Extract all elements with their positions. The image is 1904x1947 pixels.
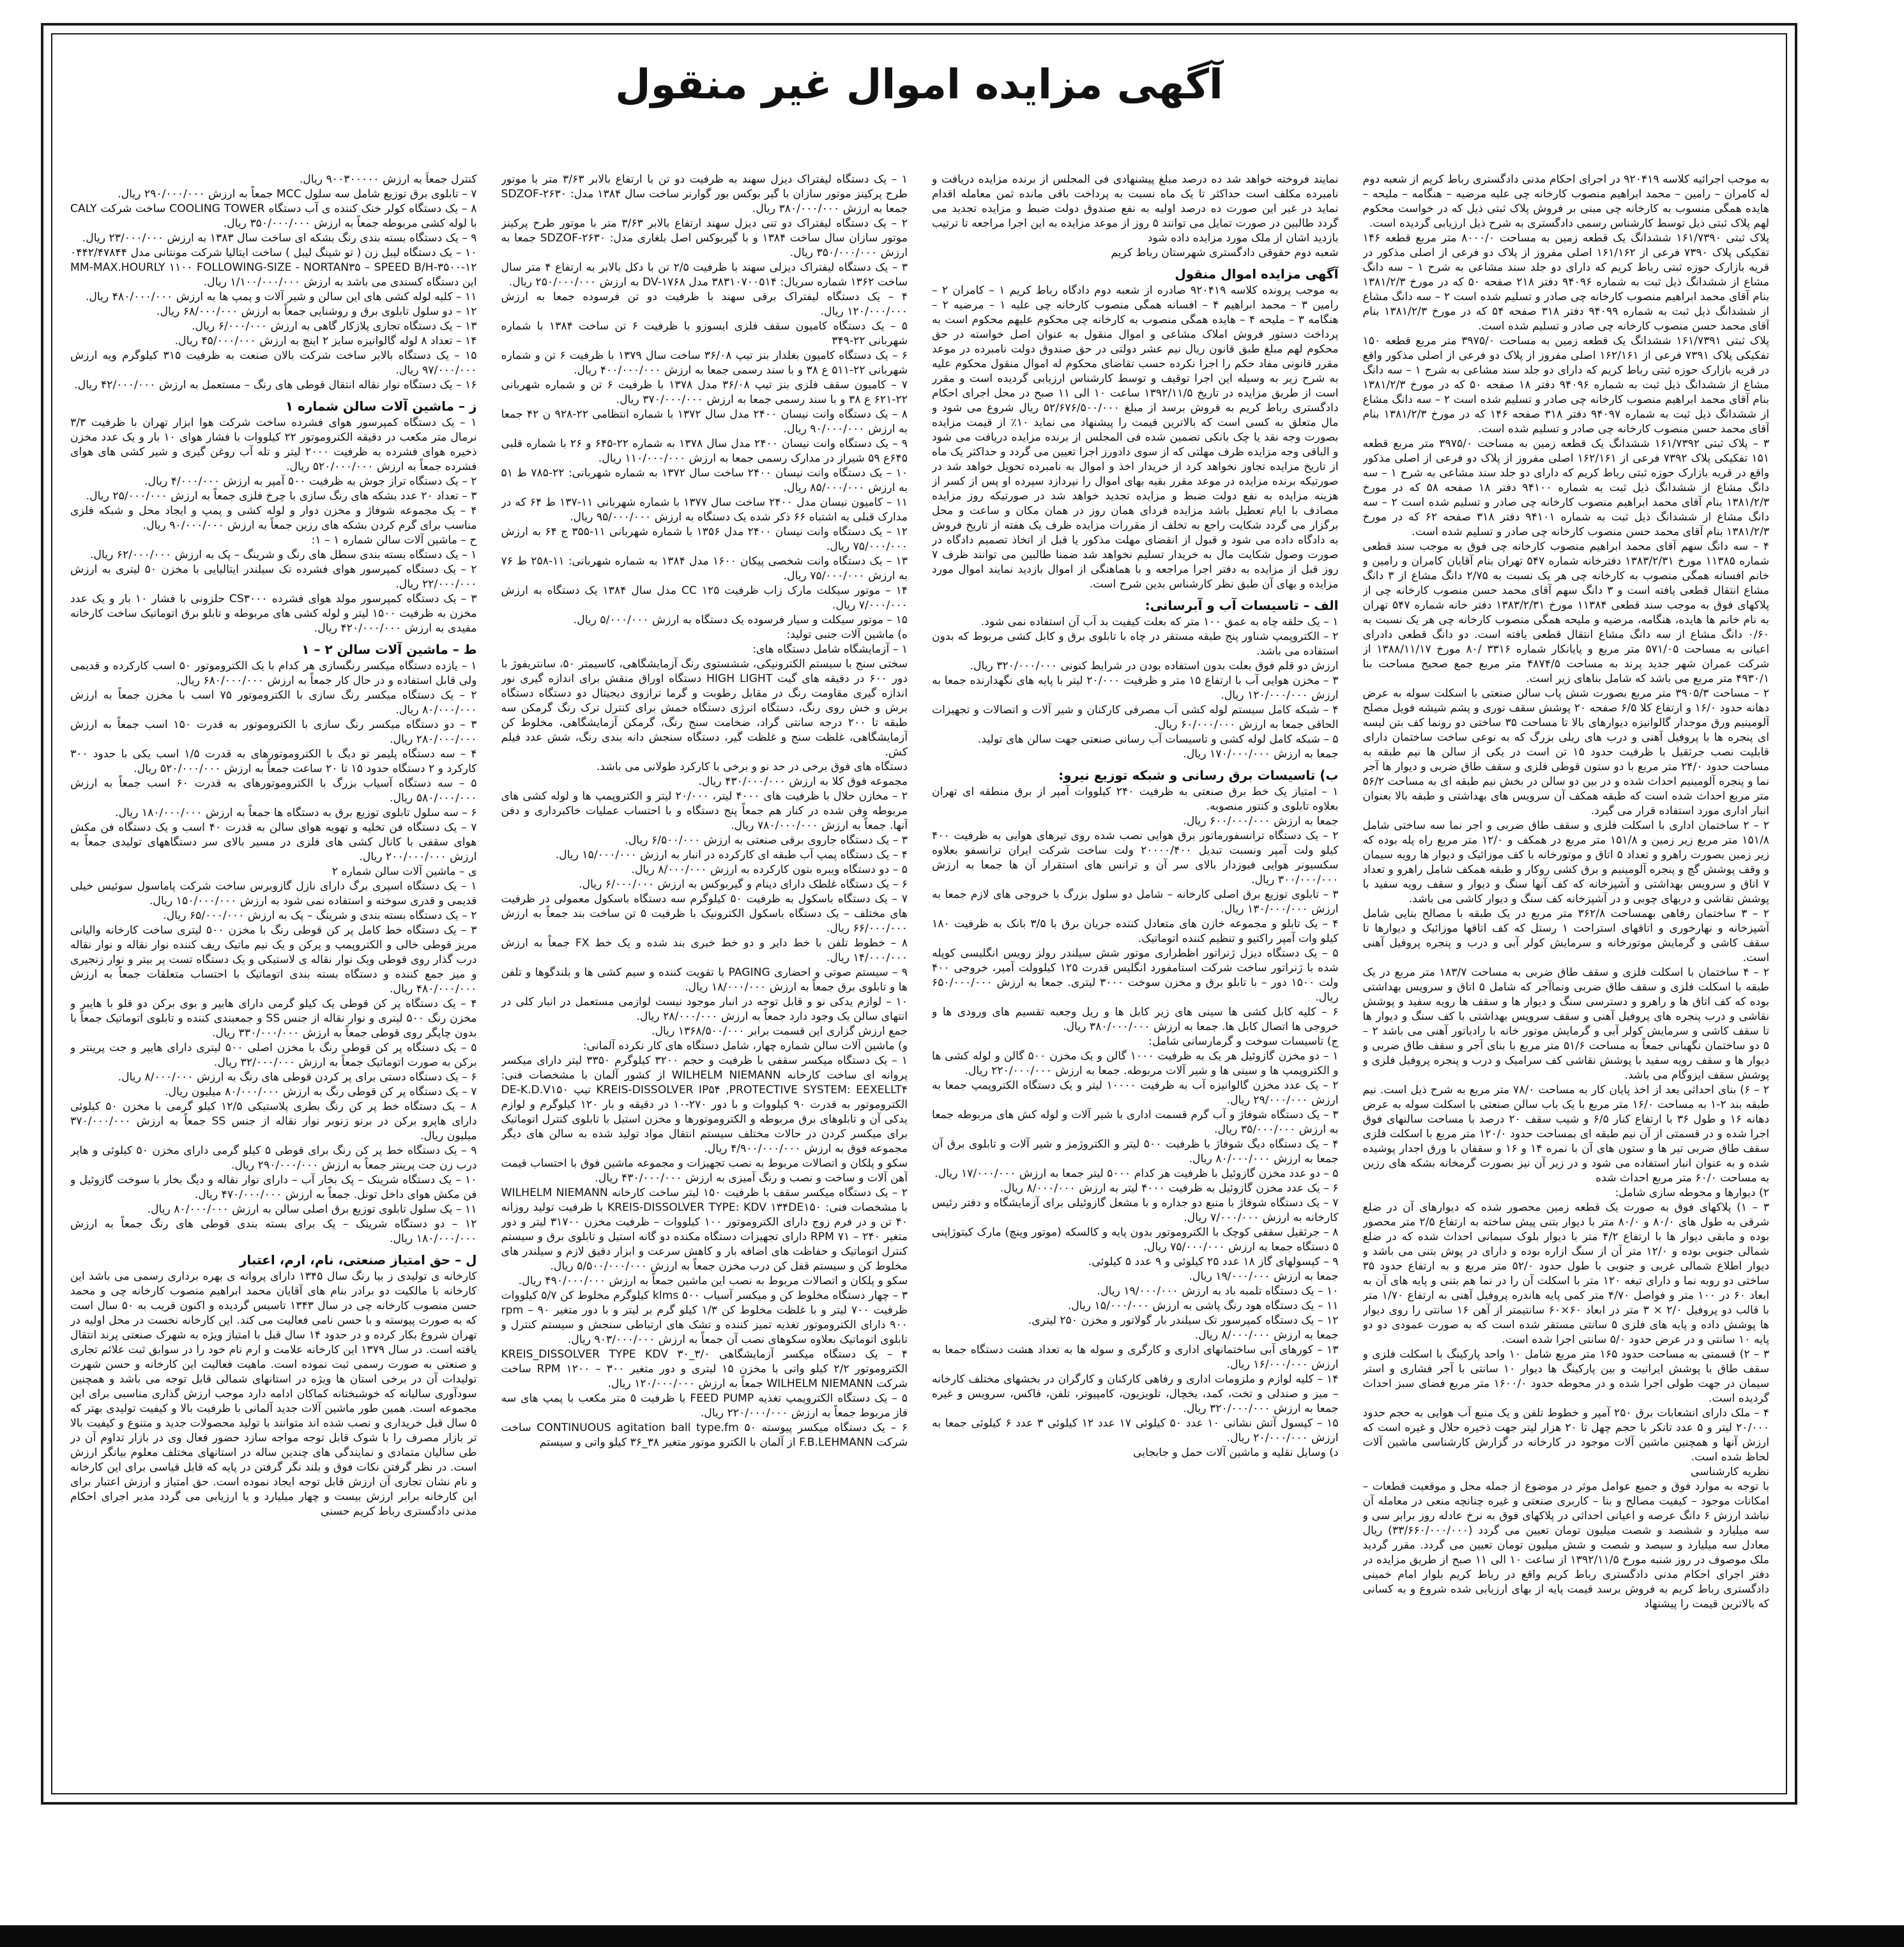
paragraph: پلاک ثبتی ۱۶۱/۷۳۹۰ ششدانگ یک قطعه زمین به مساحت ۸۰۰۰/۰ متر مربع قطعه ۱۴۶ تفکیکی پلاک ۷۳۹۰ فرعی از ۱۶۱/۱۶۲ اصلی مفروز از پلاک دو فرعی از اصلی مذکور در قریه بازارک حوزه ثبتی رباط کریم که دارای دو جلد سند مشاعی به شرح ۱ – سه دانگ مشاع از ششدانگ ذیل ثبت به شماره ۹۴۰۹۶ دفتر ۲۱۸ صفحه ۵۰ که در مورخ ۱۳۸۱/۲/۳ بنام آقای محمد ابراهیم منصوب کارخانه چی صادر و تسلیم شده است ۲ – سه دانگ مشاع از ششدانگ ذیل ثبت به شماره ۹۴۰۹۹ دفتر ۳۱۸ صفحه ۵۴ که در مورخ ۱۳۸۱/۲/۳ بنام آقای محمد حسن منصوب کارخانه چی صادر و تسلیم شده است. xyxy=(1362,232,1769,333)
paragraph: ۹ – یک دستگاه وانت نیسان ۲۴۰۰ مدل سال ۱۳۷۸ به شماره ۲۲-۶۴۵ و ۲۶ با شماره قلبی ۶۴۵ع ۵۹ شیراز در مدارک رسمی جمعا به ارزش ۱۱۰/۰۰۰/۰۰۰ ریال. xyxy=(501,437,908,465)
column-1 xyxy=(1363,172,1770,1782)
paragraph: ۳ – پلاک ثبتی ۱۶۱/۷۳۹۲ ششدانگ یک قطعه زمین به مساحت ۳۹۷۵/۰ متر مربع قطعه ۱۵۱ تفکیکی پلاک ۷۳۹۲ فرعی از ۱۶۲/۱۶۱ اصلی مفروز از پلاک دو فرعی از اصلی مذکور واقع در قریه بازارک حوزه ثبتی رباط کریم که دارای دو جلد سند مشاعی به شرح ۱ – سه دانگ مشاع از ششدانگ ذیل ثبت به شماره ۹۴۱۰۰ دفتر ۱۸ صفحه ۵۸ که در مورخ ۱۳۸۱/۲/۳ بنام آقای محمد ابراهیم منصوب کارخانه چی صادر و تسلیم شده است ۲ – سه دانگ مشاع از ششدانگ ذیل ثبت به شماره ۹۴۱۰۱ دفتر ۳۱۸ صفحه ۶۲ که در مورخ ۱۳۸۱/۲/۳ بنام آقای محمد حسن منصوب کارخانه چی صادر و تسلیم شده است. xyxy=(1362,437,1769,538)
page-title: آگهی مزایده اموال غیر منقول xyxy=(615,61,1223,109)
paragraph: ۴ – یک تابلو و مجموعه خازن های متعادل کننده جریان برق با ۳/۵ بانک به ظرفیت ۱۸۰ کیلو وات آمپر راکتیو و تنظیم کننده اتوماتیک. xyxy=(932,918,1339,945)
paragraph: ۶ – یک عدد مخزن گازوئیل به ظرفیت ۴۰۰۰ لیتر به ارزش ۸/۰۰۰/۰۰۰ ریال. xyxy=(1000,1182,1339,1195)
paragraph: ۱۰ – یک دستگاه شرینک – پک بخار آب – دارای نوار نقاله و دیگ بخار با سوخت گازوئیل و فن مکش هوای داخل تونل. جمعاً به ارزش ۴۷۰/۰۰۰/۰۰۰ ریال. xyxy=(70,1174,477,1201)
paragraph: ۴ – یک دستگاه پر کن قوطی یک کیلو گرمی دارای هایپر و بوی برکن دو قلو با هایبر و مخزن رنگ ۵۰۰ لیتری و نوار نقاله از جنس SS و جمعبندی کننده و تابلوی اتوماتیک جمعاً با بدون چاپگر روی قوطی جمعاً به ارزش ۳۳۰/۰۰۰/۰۰۰ ریال. xyxy=(70,997,477,1040)
paragraph: ۳ – یک دستگاه جاروی برقی صنعتی به ارزش ۶/۵۰۰/۰۰۰ ریال. xyxy=(625,834,908,847)
paragraph: ۷ – یک دستگاه پر کن قوطی رنگ به ارزش ۸۰/۰۰۰/۰۰۰ میلیون ریال. xyxy=(165,1086,477,1098)
paragraph: ۲ – یک عدد مخزن گالوانیزه آب به ظرفیت ۱۰۰۰۰ لیتر و یک دستگاه الکتروپمپ جمعا به ارزش ۲۹/۰۰۰/۰۰۰ ریال. xyxy=(932,1079,1339,1107)
paragraph: ۱۲ – دو دستگاه شرینک – پک برای بسته بندی قوطی های رنگ جمعاً به ارزش ۱۸۰/۰۰۰/۰۰۰ ریال. xyxy=(70,1218,477,1245)
paragraph: ۸ – خطوط تلفن با خط دایر و دو خط خبری بند شده و یک خط FX جمعاً به ارزش ۱۴/۰۰۰/۰۰۰ ریال. xyxy=(501,937,908,964)
paragraph: ۵ – یک دستگاه کامیون سقف فلزی ایسوزو با ظرفیت ۶ تن ساخت ۱۳۸۴ با شماره شهربانی ۲۲-۳۴۹ xyxy=(501,320,908,347)
paragraph: ۱۲ – یک دستگاه کمپرسور تک سیلندر بار گولاتور و مخزن ۲۵۰ لیتری. xyxy=(1028,1314,1339,1327)
paragraph: ۷ – یک دستگاه باسکول به ظرفیت ۵۰ کیلوگرم سه دستگاه باسکول معمولی در ظرفیت های مختلف – یک دستگاه باسکول الکترونیک با ظرفیت ۵ تن ساخت بند جمعاً به ارزش ۶۶/۰۰۰/۰۰۰ ریال. xyxy=(501,893,908,935)
column-3 xyxy=(501,172,908,1782)
paragraph: ۱ – امتیاز یک خط برق صنعتی به ظرفیت ۲۴۰ کیلووات آمپر از برق منطقه ای تهران بعلاوه تابلوی و کنتور منصوبه. xyxy=(932,785,1339,813)
paragraph: ۸ – یک دستگاه خط پر کن رنگ بطری پلاستیکی ۱۲/۵ کیلو گرمی با مخزن ۵۰ کیلوئی دارای هاپرو برکن در برنو زنوبر نوار نقاله از جنس SS جمعاً به ارزش ۳۷۰/۰۰۰/۰۰۰ میلیون ریال. xyxy=(70,1100,477,1142)
paragraph: ۸ – یک دستگاه وانت نیسان ۲۴۰۰ مدل سال ۱۳۷۲ با شماره انتظامی ۲۲-۹۲۸ ن ۴۲ جمعا به ارزش ۹۰/۰۰۰/۰۰۰ ریال. xyxy=(501,408,908,436)
section-heading: آگهی مزایده اموال منقول xyxy=(1175,266,1339,282)
paragraph: سکو و پلکان و اتصالات مربوط به نصب تجهیزات و مجموعه ماشین فوق با احتساب قیمت آهن آلات و ساخت و نصب و رنگ آمیزی به ارزش ۴۳۰/۰۰۰/۰۰۰ ریال. xyxy=(501,1157,908,1185)
paragraph: ۴ – ملک دارای انشعابات برق ۲۵۰ آمپر و خطوط تلفن و یک منبع آب هوایی به حجم حدود ۲۰/۰۰۰ لیتر و ۵ عدد تانکر با حجم چهل تا ۲۰ هزار لیتر جهت ذخیره حلال و غیره است که ارزش آنها و همچنین ماشین آلات موجود در کارخانه در گزارش کارشناسی ماشین آلات لحاظ شده است. xyxy=(1362,1407,1769,1464)
paragraph: ۲ – یک دستگاه میکسر رنگ سازی با الکتروموتور ۷۵ اسب با مخزن جمعاً به ارزش ۸۰/۰۰۰/۰۰۰ ریال. xyxy=(70,689,477,716)
paragraph: ۳ – ۱) پلاکهای فوق به صورت یک قطعه زمین محصور شده که دیوارهای آن در ضلع شرقی به طول های ۸۰/۰ و ۸۰/۰ متر با دیوار بتنی پیش ساخته به ارتفاع ۲/۵ متر محصور بوده و مابقی دیوار ها با ارتفاع ۴/۲ متر با دیوار بلوک سیمانی احداث شده که در ضلع شمالی جنوبی بوده و ۱۲/۰ متر آن از سنگ ازاره بوده و دارای در پوش بتنی می باشد و دیوار اطلاع شمالی غربی و جنوبی با طول حدود ۵۲/۰ متر مربع و به ارتفاع حدود ۳۵ ساختی دو روبه نما و دارای تیغه ۱۲۰ متر با اسکلت آن را در نما هم بتنی و پایه های آن به ابعاد ۶۰ در ۱۰۰ متر و فواصل ۴/۷۰ متر کمی پایه هاندره پروفیل آهنی به ارتفاع ۱/۷۰ متر با قالب دو پروفیل ۲/۰ × ۳ متر در ابعاد ۶۰×۶۰ سانتیمتر از آهن ۱۶ سانتی را روی دیوار ها پوشش داده و پایه های فلزی ۵ سانتی مستقر شده است که به صورت عمودی دو دو پایه ۱۰ سانتی و در عرض حدود ۵/۰ سانتی اجرا شده است. xyxy=(1362,1201,1769,1346)
paragraph: ۱۱ – یک دستگاه هود رنگ پاشی به ارزش ۱۵/۰۰۰/۰۰۰ ریال. xyxy=(1067,1299,1339,1312)
paragraph: ۱۰ – یک دستگاه لیبل زن ( تو شینگ لیبل ) ساخت ایتالیا شرکت مونتانی مدل ۰۴۴۲/۴۷۸۴۴ ۱۲-MM-MAX.HOURLY ۱۱۰۰ FOLLOWING-SIZE - NORTAN۳۵ – SPEED B/H-۳۵۰۰ این دستگاه کسندی می باشد به ارزش ۱/۱۰۰/۰۰۰/۰۰۰ ریال. xyxy=(70,246,477,289)
paragraph: د) وسایل نقلیه و ماشین آلات حمل و جابجایی xyxy=(1132,1446,1339,1459)
paragraph: ۵ – یک دستگاه دیزل ژنراتور اظطراری موتور شش سیلندر رولز رویس انگلیسی کوپله شده با ژنراتور ساخت شرکت استامفورد انگلیس قدرت ۱۲۵ کیلوولت آمپر، خروجی ۴۰۰ ولت ۱۵۰۰ دور – با تابلو برق و مخزن سوخت ۳۰۰۰ لیتری. جمعا به ارزش ۶۵۰/۰۰۰/۰۰۰ ریال. xyxy=(932,947,1339,1004)
paragraph: ۲ – مساحت ۳۹۰۵/۳ متر مربع بصورت شش پاب سالن صنعتی با اسکلت سوله به عرض دهانه حدود ۱۶/۰ و ارتفاع کلا ۶/۵ صفحه ۲۰ پوشش سقف نوری و پشم شیشه فویل مصلح آلومینیم ورق موجدار گالوانیزه دیوارهای بالا تا مساحت ۳۵ ساختی دو رونما کف بتن لیسه ای پنجره ها با پروفیل آهنی و درب های ریلی بزرگ که به نوعی ساخت ساختمان دارای قابلیت نصب جرثقیل با ظرفیت حدود ۱۵ تن است در یکی از سالن ها نیم طبقه به مساحت حدود ۲۴/۰ متر مربع با دو ستون قوطی فلزی و سقف طاق ضربی و دیوار ها آجر نما و پنجره آلومینیم احداث شده و در بین دو سالن در بخش نیم طبقه ای به مساحت ۵۶/۲ متر مربع احداث شده است که طبقه همکف آن سرویس های بهداشتی و طبقه بالا بعنوان انبار اداری مورد استفاده قرار می گیرد. xyxy=(1362,687,1769,817)
paragraph: ۱۵ – یک دستگاه بالابر ساخت شرکت بالان صنعت به ظرفیت ۳۱۵ کیلوگرم ویه ارزش ۹۷/۰۰۰/۰۰۰ ریال. xyxy=(70,349,477,377)
paragraph: ۷ – یک دستگاه فن تخلیه و تهویه هوای سالن به قدرت ۴۰ اسب و یک دستگاه فن مکش هوای سقفی با کانال کشی های فلزی در مسیر بالای سر دستگاههای تولیدی جمعاً به ارزش ۲۰۰/۰۰۰/۰۰۰ ریال. xyxy=(70,821,477,863)
paragraph: ۲ – مخازن حلال با ظرفیت های ۴۰۰۰ لیتر، ۲۰/۰۰۰ لیتر و الکتروپمپ ها و لوله کشی های مربوطه وفن شده در کنار هم جمعاً پنج دستگاه و با احتساب عملیات خاکبرداری و دفن آنها. جمعاً به ارزش ۷۸۰/۰۰۰/۰۰۰ ریال. xyxy=(501,790,908,832)
paragraph: ۲ – ۶) بنای احداثی بعد از اخذ پایان کار به مساحت ۷۸/۰ متر مربع به شرح ذیل است. نیم طبقه بند ۲-۱ به مساحت ۱۶/۰ متر مربع با یک باب سالن صنعتی با اسکلت سوله به عرض دهانه ۱۶ و طول ۳۶ با ارتفاع کنار ۶/۵ و شیب سقف ۲۰ درصد با مساحت سالنهای فوق اجرا شده و در قسمتی از آن نیم طبقه ای بمساحت حدود ۱۲۰/۰ متر مربع با اسکلت فلزی سقف طاق ضربی تیر ها و ستون های آن با نمره ۱۴ و ۱۶ و سقفان با ورق اجدار پوشیده شده و به عنوان انبار استفاده می شود و در زیر آن نیز بصورت گرمخانه بشکه های رزین به مساحت ۶۰/۰ متر مربع احداث شده xyxy=(1362,1084,1769,1185)
paragraph: ۱ – یازده دستگاه میکسر رنگسازی هر کدام با یک الکتروموتور ۵۰ اسب کارکرده و قدیمی ولی قابل استفاده و در حال کار جمعاً به ارزش ۶۸۰/۰۰۰/۰۰۰ ریال. xyxy=(70,660,477,687)
paragraph: ه) ماشین آلات جنبی تولید: xyxy=(786,628,908,641)
section-heading: الف – تاسیسات آب و آبرسانی: xyxy=(1145,598,1339,613)
paragraph: ۳ – یک دستگاه خط کامل پر کن قوطی رنگ با مخزن ۵۰۰ لیتری ساخت کارخانه والیانی مریز قوطی خالی و الکتروپمپ و پرکن و یک نیم ماتیک ریف کننده نوار نقاله و نوار نقاله درب گذار روی قوطی ویک نوار نقاله ی لاستیکی و یک دستگاه تست پر بیتر و نوار زنجیری و میز جمع کننده و دستگاه بسته بندی اتوماتیک با احتساب متعلقات جمعاً به ارزش ۴۸۰/۰۰۰/۰۰۰ ریال. xyxy=(70,924,477,996)
paragraph: ۴ – یک دستگاه دیگ شوفاژ با ظرفیت ۵۰۰ لیتر و الکتروژمز و شیر آلات و تابلوی برق آن جمعا به ارزش ۸۰/۰۰۰/۰۰۰ ریال. xyxy=(932,1138,1339,1165)
paragraph: ارزش دو قلم فوق بعلت بدون استفاده بودن در شرایط کنونی ۳۲۰/۰۰۰/۰۰۰ ریال. xyxy=(970,660,1339,672)
paragraph: ۲ – یک دستگاه بسته بندی و شرینگ – پک به ارزش ۶۵/۰۰۰/۰۰۰ ریال. xyxy=(163,909,477,922)
paragraph: دستگاه های فوق برخی در حد نو و برخی با کارکرد طولانی می باشد. xyxy=(596,761,908,773)
paragraph: کنترل جمعاً به ارزش ۹۰۰۳۰۰۰۰۰ ریال. xyxy=(299,173,477,186)
paragraph: ۵ – سه دستگاه آسیاب بزرگ با الکتروموتورهای به قدرت ۶۰ اسب جمعاً به ارزش ۵۸۰/۰۰۰/۰۰۰ ریال. xyxy=(70,777,477,805)
paragraph: ۲ – یک دستگاه لیفتراک دو تنی دیزل سهند ارتفاع بالابر ۳/۶۳ متر با موتور طرح پرکینز موتور سازان سال ساخت ۱۳۸۴ و با گیربوکس اصل بلغاری مدل: ۲۶۳۰-SDZOF جمعا به ارزش ۳۵۰/۰۰۰/۰۰۰ ریال. xyxy=(501,217,908,259)
paragraph: ۷ – کامیون سقف فلزی بنز تیپ ۳۶/۰۸ مدل ۱۳۷۸ با ظرفیت ۶ تن و شماره شهربانی ۲۲-۶۲۱ ع ۳۸ و با سند رسمی جمعا به ارزش ۳۷۰/۰۰۰/۰۰۰ ریال. xyxy=(501,379,908,406)
paragraph: ۱ – یک دستگاه کمپرسور هوای فشرده ساخت شرکت هوا ابزار تهران با ظرفیت ۳/۳ نرمال متر مکعب در دقیقه الکتروموتور ۲۲ کیلووات با فشار هوای ۱۰ بار و یک عدد مخزن ذخیره هوای فشرده به ظرفیت ۲۰۰۰ لیتر و تله آب روغن گیری و شیر کشی های هوای فشرده جمعاً به ارزش ۵۲۰/۰۰۰/۰۰۰ ریال. xyxy=(70,416,477,473)
paragraph: نمایند فروخته خواهد شد ده درصد مبلغ پیشنهادی فی المجلس از برنده مزایده دریافت و نامبرده مکلف است حداکثر تا یک ماه نسبت به پرداخت باقی مانده ثمن معامله اقدام نماید در غیر این صورت ده درصد اولیه به نفع صندوق دولت ضبط و مزایده تجدید می گردد طالبین در صورت تمایل می توانند ۵ روز از موعد مزایده به این اجرا مراجعه تا ترتیب بازدید اشان از ملک مورد مزایده داده شود xyxy=(932,173,1339,245)
paragraph: ۳ – تابلوی توزیع برق اصلی کارخانه – شامل دو سلول بزرگ با خروجی های لازم جمعا به ارزش ۱۳۰/۰۰۰/۰۰۰ ریال. xyxy=(932,888,1339,916)
paragraph: ۴ – سه دانگ سهم آقای محمد ابراهیم منصوب کارخانه چی فوق به موجب سند قطعی شماره ۱۱۳۸۵ مورخ ۱۳۸۳/۲/۳۱ دفترخانه شماره ۵۴۷ تهران بنام آقایان کامران و رامین و خانم افسانه همگی منصوب به کارخانه چی هر یک نسبت به ۲/۷۵ دانگ مشاع از ۳ دانگ مشاع انتقال قطعی یافته است و ۳ دانگ سهم آقای محمد حسن منصوب کارخانه چی از پلاکهای فوق به موجب سند قطعی ۱۱۳۸۴ مورخ ۱۳۸۳/۲/۳۱ دفتر خانه شماره ۵۴۷ تهران به نام خانم ها هایده، هنگامه، مرضیه و ملیحه همگی منصوب کارخانه چی هر یک نسبت به ۰/۶۰ دانگ مشاع از سه دانگ مشاع انتقال قطعی یافته است. دو دانگ قطعی دادرای اعیانی به مساحت ۵۷۱/۰۵ متر مربع و پایانکار شماره ۳۳۱۶ /۸۰ مورخ ۱۳۸۸/۱۱/۱۷ از شرکت عمران شهر جدید پرند به مساحت ۴۸۷۴/۵ متر مربع جمع صحیح مساحت بنا ۴۹۳۰/۱ متر مربع می باشد که شامل بناهای زیر است. xyxy=(1362,540,1769,685)
paragraph: ۳ – مخزن هوایی آب با ارتفاع ۱۵ متر و ظرفیت ۲۰/۰۰۰ لیتر با پایه های نگهدارنده جمعا به ارزش ۱۲۰/۰۰۰/۰۰۰ ریال. xyxy=(932,674,1339,702)
bottom-black-band xyxy=(0,1925,1904,1947)
paragraph: ۳ – چهار دستگاه مخلوط کن و میکسر آسیاب klms ۵۰۰ کیلوگرم مخلوط کن ۵/۷ کیلووات ظرفیت ۷۰۰ لیتر و با غلظت مخلوط کن ۱/۳ کیلو گرم بر لیتر و با دور متغیر ۹۰ – rpm ۹۰۰ دارای الکتروموتور تغذیه تمیز کننده و تشک های ارتباطی سنجش و سیستم کنترل و تابلوی اتوماتیک بعلاوه سکوهای نصب آن جمعاً به ارزش ۹۰۳/۰۰۰/۰۰۰ ریال. xyxy=(501,1289,908,1346)
paragraph: ۵ – یک دستگاه پر کن قوطی رنگ با مخزن اصلی ۵۰۰ لیتری دارای هایپر و جت پرینتر و برکن به صورت اتوماتیک جمعاً به ارزش ۳۲/۰۰۰/۰۰۰ ریال. xyxy=(70,1042,477,1069)
paragraph: ۱۲ – دو سلول تابلوی برق و روشنایی جمعاً به ارزش ۶۸/۰۰۰/۰۰۰ ریال. xyxy=(156,305,477,318)
paragraph: ح – ماشین آلات سالن شماره ۱ – ۱: xyxy=(311,534,477,547)
paragraph: ۱۰ – یک دستگاه وانت نیسان ۲۴۰۰ ساخت سال ۱۳۷۲ به شماره شهربانی: ۲۲-۷۸۵ ط ۵۱ به ارزش ۸۵/۰۰۰/۰۰۰ ریال. xyxy=(501,467,908,494)
paragraph: ۲ – یک دستگاه میکسر سقف با ظرفیت ۱۵۰ لیتر ساخت کارخانه WILHELM NIEMANN با مشخصات فنی: KREIS-DISSOLVER TYPE: KDV ۱۳۴DE۱۵۰ با ظرفیت تولید روزانه ۴۰ تن و در فرم زوج دارای الکتروموتور ۱۰۰ کیلووات – ظرفیت مخزن ۳۱۷۰۰ لیتر و دور متغیر ۲۴۰ – RPM ۷۱ دارای تجهیزات دستگاه مکنده دو گانه استیل و تابلوی برق و سیستم کنترل اتوماتیک و حفاظت های اضافه بار و کاهش سرعت و ابزار دقیق لازم و سیلندر های مخلوط کن و سیستم قفل کن درب مخزن جمعاً به ارزش ۵/۵۰۰/۰۰۰/۰۰۰ ریال. xyxy=(501,1186,908,1273)
paragraph: ۹ – سیستم صوتی و احضاری PAGING با تقویت کننده و سیم کشی ها و بلندگوها و تلفن ها و تابلوی برق جمعاً به ارزش ۱۸/۰۰۰/۰۰۰ ریال. xyxy=(501,966,908,994)
paragraph: مجموعه فوق کلا به ارزش ۴۳۰/۰۰۰/۰۰۰ ریال. xyxy=(698,775,908,788)
paragraph: ۲ – یک دستگاه تراز جوش به ظرفیت ۵۰۰ آمپر به ارزش ۴/۰۰۰/۰۰۰ ریال. xyxy=(144,475,477,488)
paragraph: ۴ – یک دستگاه پمپ آب طبقه ای کارکرده در انبار به ارزش ۱۵/۰۰۰/۰۰۰ ریال. xyxy=(555,849,908,861)
paragraph: ۶ – یک دستگاه کامیون بغلدار بنز تیپ ۳۶/۰۸ ساخت سال ۱۳۷۹ با ظرفیت ۶ تن و شماره شهربانی ۲۲-۵۱۱ ع ۳۸ و با سند رسمی جمعا به ارزش ۴۰۰/۰۰۰/۰۰۰ ریال. xyxy=(501,349,908,377)
paragraph: ۳ – یک دستگاه شوفاژ و آب گرم قسمت اداری با شیر آلات و لوله کش های مربوطه جمعا به ارزش ۳۵/۰۰۰/۰۰۰ ریال. xyxy=(932,1109,1339,1136)
paragraph: ۶ – سه سلول تابلوی توزیع برق به دستگاه ها جمعاً به ارزش ۱۸۰/۰۰۰/۰۰۰ ریال. xyxy=(115,807,477,819)
paragraph: ۱۴ – کلیه لوازم و ملزومات اداری و رفاهی کارکنان و کارگران در بخشهای مختلف کارخانه – میز و صندلی و تخت، کمد، یخچال، تلویزیون، کامپیوتر، تلفن، فاکس، سرویس و غیره جمعا به ارزش ۳۲۰/۰۰۰/۰۰۰ ریال. xyxy=(932,1373,1339,1415)
paragraph: جمعا به ارزش ۶۰۰/۰۰۰/۰۰۰ ریال. xyxy=(1183,815,1339,828)
paragraph: ۱ – یک دستگاه میکسر سقفی با ظرفیت و حجم ۳۲۰۰ کیلوگرم ۳۳۵۰ لیتر دارای میکسر پروانه ای ساخت کارخانه WILHELM NIEMANN از کشور آلمان با مشخصات فنی: KREIS-DISSOLVER IP۵۴ ,PROTECTIVE SYSTEM: EEXELLT۴ تیپ DE-K.D.V۱۵۰ الکتروموتور به قدرت ۹۰ کیلووات و با دور ۲۷۰-۱۰ در دقیقه و بار ۱۲۰ کیلوگرم و لوازم یدکی آن و تابلوهای برق مربوطه و الکتروموتورها و مخزن استیل با تابلوی کنترل اتوماتیک برای میکسر کردن در حالات مختلف سیستم انتقال مواد تولید شده به سالن های دیگر مجموعه فوق به ارزش ۴/۹۰۰/۰۰۰/۰۰۰ ریال. xyxy=(501,1054,908,1155)
paragraph: کارخانه ی تولیدی ز بیا رنگ سال ۱۳۴۵ دارای پروانه ی بهره برداری رسمی می باشد این کارخانه با مالکیت دو برادر بنام های آقایان محمد ابراهیم منصوب کارخانه چی و محمد حسن منصوب کارخانه چی در سال ۱۳۴۳ تاسیس گردیده و اکنون قریب به ۵۰ سال است که به صورت پیوسته و با حسن نامی فعالیت می کند. این کارخانه نخست در محل اولیه در تهران شروع بکار کرده و در حدود ۱۴ سال قبل با امتیاز ویژه به شهرک صنعتی پرند انتقال یافته است. در سال ۱۳۷۹ این کارخانه علامت و ارم نام خود را در سوابق ثبت علائم تجاری و صنعتی به صورت رسمی ثبت نموده است. ماهیت فعالیت این کارخانه و حسن شهرت تولیدات آن در برخی استان ها ویژه در استانهای شمالی قابل توجه می باشد و همچنین سودآوری سالیانه که خوشبختانه کماکان ادامه دارد موجب ارزش گذاری مناسبی برای این مجموعه است. همین طور ماشین آلات جدید آلمانی با ظرفیت بالا و کیفیت تولیدی بهتر که ۵ سال قبل خریداری و نصب شده اند متوانند با تولید محصولات جدید و متنوع و کیفیت بالا تر بازار مصرف را با شوک قابل توجه مواجه سازد حضور فعال وی در بازار تداوم آن در طی سالیان متمادی و نمایندگی های چندین ساله در استانهای مختلف معلوم بیانگر ارزش است. در نظر گرفتن نکات فوق و بلند نگر گرفتن در پایه که قابل قیاسی برای این کارخانه و نام نشان تجاری آن ارزش قابل توجه ایجاد نموده است. حق امتیاز و ارزش اعتبار برای این کارخانه برابر ارزش بیست و چهار میلیارد و یا ارزیابی می گردد مدیر اجرای احکام مدنی دادگستری رباط کریم حسنی xyxy=(70,1270,477,1518)
paragraph: ۱۵ – کپسول آتش نشانی ۱۰ عدد ۵۰ کیلوئی ۱۷ عدد ۱۲ کیلوئی ۳ عدد ۶ کیلوئی جمعا به ارزش ۲۰/۰۰۰/۰۰۰ ریال. xyxy=(932,1417,1339,1444)
paragraph: ۴ – سه دستگاه پلیمر تو دیگ با الکتروموتورهای به قدرت ۱/۵ اسب یکی با حدود ۳۰۰ کارکرد و ۲ دستگاه حدود ۱۵ تا ۲۰ ساعت جمعاً به ارزش ۵۲۰/۰۰۰/۰۰۰ ریال. xyxy=(70,748,477,775)
paragraph: ۲ – الکتروپمپ شناور پنج طبقه مستقر در چاه با تابلوی برق و کابل کشی مربوط که بدون استفاده می باشد. xyxy=(932,630,1339,658)
paragraph: ۳ – ۲) قسمتی به مساحت حدود ۱۶۵ متر مربع شامل ۱۰ واحد پارکینگ با اسکلت فلزی و سقف طاق با پوشش ایرانیت و بین پارکینگ ها دیوار ۱۰ سانتی با آجر فشاری و استر سیمان در جهت طولی اجرا شده و در محوطه حدود ۱۶۰۰/۰ متر مربع فضای سبز احداث گردیده است. xyxy=(1362,1348,1769,1405)
paragraph: ۲ – ۳ ساختمان رفاهی بهمساحت ۳۶۲/۸ متر مربع در یک طبقه با مصالح بنایی شامل آشپزخانه و نهارخوری و اتاقهای استراحت ۱ رستل که کف اتاقها موزائیک و دیوارها تا سقف کاشی و گرمایش موتورخانه و سرمایش کولر آبی و درب و پنجره پروفیل آهنی است. xyxy=(1362,907,1769,964)
paragraph: ۱۳ – کورهای آبی ساختمانهای اداری و کارگری و سوله ها به تعداد هشت دستگاه جمعا به ارزش ۱۶/۰۰۰/۰۰۰ ریال. xyxy=(932,1344,1339,1371)
paragraph: ۱ – یک حلقه چاه به عمق ۱۰۰ متر که بعلت کیفیت بد آب آن استفاده نمی شود. xyxy=(980,616,1339,628)
paragraph: ۷ – تابلوی برق توزیع شامل سه سلول MCC جمعاً به ارزش ۲۹۰/۰۰۰/۰۰۰ ریال. xyxy=(118,188,477,201)
paragraph: ۳ – یک دستگاه لیفتراک دیزلی سهند با ظرفیت ۲/۵ تن با دکل بالابر به ارتفاع ۴ متر سال ساخت ۱۳۶۲ شماره سریال: ۳۸۳۱۰۷۰۰۵۱۴ مدل DV-۱۷۶۸ به ارزش ۲۵۰/۰۰۰/۰۰۰ ریال. xyxy=(501,261,908,289)
paragraph: به موجب اجرائیه کلاسه ۹۲۰۴۱۹ در اجرای احکام مدنی دادگستری رباط کریم از شعبه دوم له کامران – رامین – محمد ابراهیم منصوب کارخانه چی علیه مرضیه – هنگامه – ملیحه – هایده همگی منسوب به کارخانه چی مبنی بر فروش پلاک ثبتی ذیل که در خواست محکوم لهم پلاک ثبتی ذیل توسط کارشناس رسمی دادگستری به شرح ذیل ارزیابی گردیده است. xyxy=(1362,173,1769,230)
paragraph: ۸ – یک دستگاه کولر خنک کننده ی آب دستگاه COOLING TOWER ساخت شرکت CALY با لوله کشی مربوطه جمعاً به ارزش ۳۵۰/۰۰۰/۰۰۰ ریال. xyxy=(70,202,477,230)
paragraph: ۶ – یک دستگاه غلطک دارای دینام و گیربوکس به ارزش ۶/۰۰۰/۰۰۰ ریال. xyxy=(579,878,908,891)
paragraph: ۲ – یک دستگاه ترانسفورماتور برق هوایی نصب شده روی تیرهای هوایی به ظرفیت ۴۰۰ کیلو ولت آمپر ونسبت تبدیل ۲۰۰۰۰/۴۰۰ ولت ساخت شرکت ایران ترانسفو بعلاوه سکسیونر هوایی فیوزدار بالای سر آن و ترانس های استقرار آن ها جمعا به ارزش ۳۰۰/۰۰۰/۰۰۰ ریال. xyxy=(932,830,1339,886)
paragraph: ۸ – جرثقیل سقفی کوچک با الکتروموتور بدون پایه و کالسکه (موتور وینچ) مارک کیتوژاپنی ۵ دستگاه جمعا به ارزش ۷۵/۰۰۰/۰۰۰ ریال. xyxy=(932,1226,1339,1254)
paragraph: ۶ – یک دستگاه دستی برای پر کردن قوطی های رنگ به ارزش ۸/۰۰۰/۰۰۰ ریال. xyxy=(118,1071,477,1084)
paragraph: ۹ – کپسولهای گاز ۱۸ عدد ۲۵ کیلوئی و ۹ عدد ۵ کیلوئی. xyxy=(1088,1255,1339,1268)
paragraph: ۱۰ – یک دستگاه تلمبه باد به ارزش ۱۹/۰۰۰/۰۰۰ ریال. xyxy=(1097,1285,1339,1298)
paragraph: ۵ – شبکه کامل لوله کشی و تاسیسات آب رسانی صنعتی جهت سالن های تولید. xyxy=(977,733,1339,746)
paragraph: ۱۳ – یک دستگاه تجاری پلازکار گاهی به ارزش ۶/۰۰۰/۰۰۰ ریال. xyxy=(192,320,477,333)
columns-container xyxy=(70,172,1769,1782)
paragraph: به موجب پرونده کلاسه ۹۲۰۴۱۹ صادره از شعبه دوم دادگاه رباط کریم ۱ – کامران ۲ – رامین ۳ – محمد ابراهیم ۴ – افسانه همگی منصوب کارخانه چی علیه ۱ – مرضیه ۲ – هنگامه ۳ – ملیحه ۴ – هایده همگی منصوب به کارخانه چی محکوم علیهم محکوم است به پرداخت دستور فروش املاک مشاعی و اموال منقول به عنوان اصل خواسته در حق محکوم لهم مبلغ طبق قانون ریال نیم عشر دولتی در حق صندوق دولت نامبرده در موعد مقرر قانونی مفاد حکم را اجرا نکرده حسب تقاضای محکوم له اموال منقول محکوم علیه به شرح زیر به وسیله این اجرا توقیف و توسط کارشناس ارزیابی گردیده است و مقرر است از طریق مزایده در تاریخ ۱۳۹۲/۱۱/۵ ساعت ۱۰ الی ۱۱ صبح در محل اجرای احکام دادگستری رباط کریم به فروش برسد از مبلغ ۵۲/۶۷۶/۵۰۰/۰۰۰ ریال شروع می شود و مال متعلق به کسی است که بالاترین قیمت را پیشنهاد می نماید ۱۰٪ از قیمت مزایده بصورت وجه نقد یا چک بانکی تضمین شده فی المجلس از برنده مزایده دریافت می شود و الباقی وجه مزایده ظرف مهلتی که از سوی دادورز اجرا تعیین می گردد و حداکثر یک ماه از تاریخ مزایده تجاوز نخواهد کرد از خریدار اخذ و اموال به نامبرده تحویل خواهد شد در صورتیکه برنده مزایده در موعد مقرر بقیه بهای اموال را نپردازد سپرده او پس از کسر از هزینه مزایده به نفع دولت ضبط و مزایده تجدید خواهد شد در صورتیکه روز مزایده مصادف با ایام تعطیل باشد مزایده فردای همان روز در همان مکان و ساعت و محل برگزار می گردد شکایت راجع به تخلف از مقررات مزایده ظرف یک هفته از تاریخ فروش به دادگاه داده می شود و قبول از انقضای مهلت مذکور یا قبل از اتخاذ تصمیم دادگاه در صورت وصول شکایت مال به خریدار تسلیم نخواهد شد ضمنا طالبین می توانند ظرف ۷ روز قبل از مزایده به دفتر اجرا مراجعه و با هماهنگی از اموال بازدید نمایند اموال مورد مزایده و بهای آن طبق نظر کارشناس بدین شرح است. xyxy=(932,284,1339,591)
paragraph: ۹ – یک دستگاه خط پر کن رنگ برای قوطی ۵ کیلو گرمی دارای مخزن ۵۰ کیلوئی و هاپر درب زن جت پرینتر جمعاً به ارزش ۲۹۰/۰۰۰/۰۰۰ ریال. xyxy=(70,1144,477,1172)
paragraph: ۱۱ – کامیون نیسان مدل ۲۴۰۰ ساخت سال ۱۳۷۷ با شماره شهربانی ۱۱-۱۳۷ ط ۶۴ که در مدارک قبلی به اشتباه ۶۶ ذکر شده یک دستگاه به ارزش ۹۵/۰۰۰/۰۰۰ ریال. xyxy=(501,496,908,524)
paragraph: ۲ – ۲ ساختمان اداری با اسکلت فلزی و سقف طاق ضربی و اجر نما سه ساختی شامل ۱۵۱/۸ متر مربع زیر زمین و ۱۵۱/۸ متر مربع در همکف و ۱۲/۰ متر مربع راه پله بوده که زیر زمین بصورت راهرو و تعداد ۵ اتاق و موتورخانه با کف موزائیک و دیوار ها رویه سیمان و وقف پوشش گچ و پنجره آلومینیم و برق کشی روکار و طبقه همکف شامل راهرو و تعداد ۷ اتاق و سرویس بهداشتی و آشپزخانه که کف آنها سنگ و دیوار و سقف رویه سفید با پوشش نقاشی و دربهای چوبی و در آشپزخانه کف سنگ و دیوار کاشی می باشد. xyxy=(1362,819,1769,905)
paragraph: ۴ – شبکه کامل سیستم لوله کشی آب مصرفی کارکنان و شیر آلات و اتصالات و تجهیزات الحاقی جمعا به ارزش ۶۰/۰۰۰/۰۰۰ ریال. xyxy=(932,704,1339,731)
paragraph: ۵ – دو عدد مخزن گازوئیل با ظرفیت هر کدام ۵۰۰۰ لیتر جمعا به ارزش ۱۷/۰۰۰/۰۰۰ ریال. xyxy=(934,1167,1339,1180)
paragraph: ج) تاسیسات سوخت و گرمارسانی شامل: xyxy=(1148,1035,1339,1048)
paragraph: ۱۱ – یک سلول تابلوی توزیع برق اصلی سالن به ارزش ۸۰/۰۰۰/۰۰۰ ریال. xyxy=(147,1203,477,1216)
paragraph: ۱۴ – موتور سیکلت مارک زاب ظرفیت ۱۲۵ CC مدل سال ۱۳۸۴ یک دستگاه به ارزش ۷/۰۰۰/۰۰۰ ریال. xyxy=(501,584,908,612)
paragraph: ی – ماشین آلات سالن شماره ۲ xyxy=(331,865,477,878)
paragraph: ۱۶ – یک دستگاه نوار نقاله انتقال قوطی های رنگ – مستعمل به ارزش ۴۲/۰۰۰/۰۰۰ ریال. xyxy=(74,379,477,391)
paragraph: جمع ارزش گزاری این قسمت برابر ۱۳۶۸/۵۰۰/۰۰۰ ریال. xyxy=(651,1025,908,1038)
paragraph: ۱۱ – کلیه لوله کشی های این سالن و شیر آلات و پمپ ها به ارزش ۴۸۰/۰۰۰/۰۰۰ ریال. xyxy=(85,291,477,303)
paragraph: شعبه دوم حقوقی دادگستری شهرستان رباط کریم xyxy=(1111,246,1339,259)
paragraph: ۷ – یک دستگاه شوفاژ با منبع دو جداره و با مشعل گازوئیلی برای آزمایشگاه و دفتر رئیس کارخانه به ارزش ۷/۰۰۰/۰۰۰ ریال. xyxy=(932,1197,1339,1224)
paragraph: ۳ – یک دستگاه کمپرسور مولد هوای فشرده CS۳۰۰۰ حلزونی با فشار ۱۰ بار و یک عدد مخزن به ظرفیت ۱۵۰۰ لیتر و لوله کشی های مربوطه و تابلو برق اتوماتیک ساخت کارخانه مفیدی به ارزش ۴۲۰/۰۰۰/۰۰۰ ریال. xyxy=(70,593,477,635)
paragraph: ۴ – یک مجموعه شوفاژ و مخزن دوار و لوله کشی و پمپ و ایجاد محل و شبکه فلزی مناسب برای گرم کردن بشکه های رزین جمعاً به ارزش ۹۰/۰۰۰/۰۰۰ ریال. xyxy=(70,504,477,532)
paragraph: ۱۴ – تعداد ۸ لوله گالوانیزه سایز ۲ اینچ به ارزش ۴۵/۰۰۰/۰۰۰ ریال. xyxy=(174,335,477,347)
paragraph: ۱۰ – لوازم یدکی نو و قابل توجه در انبار موجود نیست لوازمی مستعمل در انبار کلی در انتهای سالن یک وجود دارد جمعاً به ارزش ۲۸/۰۰۰/۰۰۰ ریال. xyxy=(501,996,908,1023)
paragraph: نظریه کارشناسی xyxy=(1690,1466,1769,1478)
paragraph: ۱ – آزمایشگاه شامل دستگاه های: xyxy=(752,643,908,656)
paragraph: ۱ – یک دستگاه لیفتراک دیزل سهند به ظرفیت دو تن با ارتفاع بالابر ۳/۶۳ متر با موتور طرح پرکینز موتور سازان با گیر بوکس بور گوارنر ساخت سال ۱۳۸۴ مدل: ۲۶۳۰-SDZOF جمعا به ارزش ۳۸۰/۰۰۰/۰۰۰ ریال. xyxy=(501,173,908,215)
section-heading: ط – ماشین آلات سالن ۲ – ۱ xyxy=(301,642,477,657)
paragraph: ۲) دیوارها و محوطه سازی شامل: xyxy=(1615,1186,1769,1199)
paragraph: ۵ – دو دستگاه ویبره بتون کارکرده به ارزش ۸/۰۰۰/۰۰۰ ریال. xyxy=(631,863,908,876)
paragraph: جمعا به ارزش ۱۹/۰۰۰/۰۰۰ ریال. xyxy=(1189,1270,1339,1283)
paragraph: جمعا به ارزش ۱۷۰/۰۰۰/۰۰۰ ریال. xyxy=(1183,748,1339,761)
paragraph: ۶ – کلیه کابل کشی ها سینی های زیر کابل ها و ریل وجعبه تقسیم های ورودی ها و خروجی ها اتصال کابل ها. جمعا به ارزش ۳۸۰/۰۰۰/۰۰۰ ریال. xyxy=(932,1006,1339,1033)
paragraph: ۱۳ – یک دستگاه وانت شخصی پیکان ۱۶۰۰ مدل ۱۳۸۴ به شماره شهربانی: ۱۱-۲۵۸ ط ۷۶ به ارزش ۷۵/۰۰۰/۰۰۰ ریال. xyxy=(501,555,908,582)
paragraph: ۴ – یک دستگاه میکسر آزمایشگاهی KREIS_DISSOLVER TYPE KDV ۳۰_۳/۰ الکتروموتور ۲/۲ کیلو واتی با مخزن ۱۵ لیتری و دور متغیر ۳۰۰ – RPM ۱۲۰۰ ساخت شرکت WILHELM NIEMANN جمعاً به ارزش ۱۲۰/۰۰۰/۰۰۰ ریال. xyxy=(501,1348,908,1390)
column-2 xyxy=(932,172,1339,1782)
paragraph: ۱۲ – یک دستگاه وانت نیسان ۲۴۰۰ مدل ۱۳۵۶ با شماره شهربانی ۱۱-۳۵۵ ج ۶۴ به ارزش ۷۵/۰۰۰/۰۰۰ ریال. xyxy=(501,526,908,553)
paragraph: ۱ – یک دستگاه بسته بندی سطل های رنگ و شرینگ – پک به ارزش ۶۲/۰۰۰/۰۰۰ ریال. xyxy=(90,549,477,561)
paragraph: با توجه به موارد فوق و جمیع عوامل موثر در موضوع از جمله محل و موقعیت قطعات – امکانات موجود – کیفیت مصالح و بنا – کاربری صنعتی و غیره چنانچه منعی در معامله آن نباشد ارزش ۶ دانگ عرصه و اعیانی احداثی در پلاکهای فوق به نرخ عادله روز برابر سی و سه میلیارد و ششصد و شصت میلیون تومان تعیین می گردد (۳۳/۶۶۰/۰۰۰/۰۰۰) ریال معادل سه میلیارد و سیصد و شصت و شش میلیون تومان تعیین می گردد. مقرر گردید ملک موصوف در روز شنبه مورخ ۱۳۹۲/۱۱/۵ از ساعت ۱۰ الی ۱۱ صبح از طریق مزایده در دفتر اجرای احکام مدنی دادگستری رباط کریم واقع در رباط کریم بلوار امام خمینی دادگستری رباط کریم به فروش برسد قیمت پایه از بهای ارزیابی شده شروع و به کسانی که بالاترین قیمت را پیشنهاد xyxy=(1362,1480,1769,1610)
paragraph: ۲ – یک دستگاه کمپرسور هوای فشرده تک سیلندر ایتالیایی با مخزن ۵۰ لیتری به ارزش ۲۲/۰۰۰/۰۰۰ ریال. xyxy=(70,563,477,591)
section-heading: ب) تاسیسات برق رسانی و شبکه توزیع نیرو: xyxy=(1058,768,1339,783)
paragraph: جمعا به ارزش ۸/۰۰۰/۰۰۰ ریال. xyxy=(1194,1329,1339,1342)
section-heading: ز – ماشین آلات سالن شماره ۱ xyxy=(285,398,477,414)
paragraph: ۹ – یک دستگاه بسته بندی رنگ بشکه ای ساخت سال ۱۳۸۳ به ارزش ۲۳/۰۰۰/۰۰۰ ریال. xyxy=(82,232,477,245)
paragraph: ۱ – یک دستگاه اسپری برگ دارای نازل گازوبرس ساخت شرکت پاماسول سوئیس خیلی قدیمی و قدری سوخته و استفاده نمی شود به ارزش ۱۵۰/۰۰۰/۰۰۰ ریال. xyxy=(70,880,477,907)
paragraph: ۳ – تعداد ۲۰ عدد بشکه های رنگ سازی با چرخ فلزی جمعاً به ارزش ۲۵/۰۰۰/۰۰۰ ریال. xyxy=(86,490,477,503)
paragraph: ۳ – دو دستگاه میکسر رنگ سازی با الکتروموتور به قدرت ۱۵۰ اسب جمعاً به ارزش ۲۸۰/۰۰۰/۰۰۰ ریال. xyxy=(70,718,477,746)
paragraph: سختی سنج با سیستم الکترونیکی، ششستوی رنگ آزمایشگاهی، کاسیمتر ۵۰، سانتریفوژ با دور ۶۰۰ در دقیقه های گیت HIGH LIGHT دستگاه اوراق منقش برای اندازه گیری نور اندازه گیری مقاومت رنگ در مقابل رطوبت و گرما ترازوی دیجیتال دو دستگاه دستگاه برش و خش روی رنگ، دستگاه انرژی دستگاه خمش برای کنترل ترک رنگ گرمکن سه طبقه تا ۲۰۰ درجه سانتی گراد، ضخامت سنج رنگ، گرمکن آزمایشگاهی، مخلوط کن آزمایشگاهی، غلظت سنج و غلظت گیر، دستگاه سنجش دانه بندی رنگ، شش عدد فیلم کش. xyxy=(501,658,908,759)
paragraph: پلاک ثبتی ۱۶۱/۷۳۹۱ ششدانگ یک قطعه زمین به مساحت ۳۹۷۵/۰ متر مربع قطعه ۱۵۰ تفکیکی پلاک ۷۳۹۱ فرعی از ۱۶۲/۱۶۱ اصلی مفروز از پلاک دو فرعی از اصلی مذکور واقع در قریه بازارک حوزه ثبتی رباط کریم که دارای دو جلد سند مشاعی به شرح ۱ – سه دانگ مشاع از ششدانگ ذیل ثبت به شماره ۹۴۰۹۶ دفتر ۱۸ صفحه ۵۰ که در مورخ ۱۳۸۱/۲/۳ بنام آقای محمد ابراهیم منصوب کارخانه چی صادر و تسلیم شده است ۲ – سه دانگ مشاع از ششدانگ ذیل ثبت به شماره ۹۴۰۹۷ دفتر ۳۱۸ صفحه ۱۴۶ که در مورخ ۱۳۸۱/۲/۳ بنام آقای محمد حسن منصوب کارخانه چی صادر و تسلیم شده است. xyxy=(1362,335,1769,436)
paragraph: ۱ – دو مخزن گازوئیل هر یک به ظرفیت ۱۰۰۰ گالن و یک مخزن ۵۰۰ گالن و لوله کشی ها و الکتروپمپ ها و سینی ها و شیر آلات مربوطه. جمعا به ارزش ۲۲۰/۰۰۰/۰۰۰ ریال. xyxy=(932,1050,1339,1077)
paragraph: ۵ – یک دستگاه الکتروپمپ تغذیه FEED PUMP با ظرفیت ۵ متر مکعب با پمپ های سه فاز مربوط جمعاً به ارزش ۲۲۰/۰۰۰/۰۰۰ ریال. xyxy=(501,1392,908,1420)
paragraph: و) ماشین آلات سالن شماره چهار، شامل دستگاه های کار نکرده آلمانی: xyxy=(583,1040,908,1052)
paragraph: ۱۵ – موتور سیکلت و سیار فرسوده یک دستگاه به ارزش ۵/۰۰۰/۰۰۰ ریال. xyxy=(573,614,908,626)
section-heading: ل – حق امتیاز صنعتی، نام، ارم، اعتبار xyxy=(239,1252,477,1268)
column-4 xyxy=(70,172,477,1782)
paragraph: سکو و پلکان و اتصالات مربوط به نصب این ماشین جمعاً به ارزش ۴۹۰/۰۰۰/۰۰۰ ریال. xyxy=(518,1275,908,1287)
paragraph: ۲ – ۴ ساختمان با اسکلت فلزی و سقف طاق ضربی به مساحت ۱۸۳/۷ متر مربع در یک طبقه با اسکلت فلزی و سقف طاق ضربی ونماآجر که شامل ۵ اتاق و سرویس بهداشتی بوده که کف اتاق ها و راهرو و دسترسی سنگ و دیوار ها و سقف ها رویه سفید و پوشش نقاشی و درب پنجره های پروفیل آهنی و سقف سرویس بهداشتی با کف سنگ و دیوار ها تا سقف کاشی و سرمایش کولر آبی و گرمایش موتور خانه با رادیاتور آهنی می باشد ۲ – ۵ دو ساختمان نگهبانی جمعاً به مساحت ۵۱/۶ متر مربع با بنای آجر و سقف طاق ضربی و دیوار ها و سقف رویه سفید با پوشش نقاشی کف سرامیک و درب و پنجره پروفیل فلزی و پوشش سقف ایزوگام می باشد. xyxy=(1362,966,1769,1082)
paragraph: ۴ – یک دستگاه لیفتراک برقی سهند با ظرفیت دو تن فرسوده جمعا به ارزش ۱۲۰/۰۰۰/۰۰۰ ریال. xyxy=(501,291,908,318)
paragraph: ۶ – یک دستگاه میکسر پیوسته ۵۰ CONTINUOUS agitation ball type.fm ساخت شرکت F.B.LEHMANN از آلمان با الکترو موتور متغیر ۳۸_۳۶ کیلو واتی و سیستم xyxy=(501,1421,908,1449)
